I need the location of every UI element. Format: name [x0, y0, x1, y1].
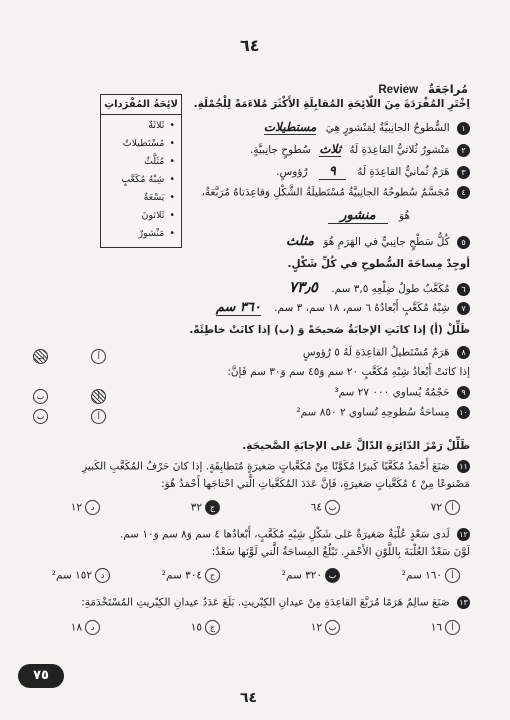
section-true-false	[30, 324, 470, 434]
option-a-shaded[interactable]: أ	[91, 389, 106, 404]
option-a[interactable]	[431, 620, 460, 635]
question-text: هَرَمٌ مُسْتَطيلُ القاعِدَةِ لَهُ ٥ رُؤوسٍ	[302, 346, 450, 359]
question-text: كُلُّ سَطْحٍ جانِبيٍّ في الهَرَمِ هُوَ	[323, 236, 450, 248]
question-text: السُّطوحُ الجانِبيَّةُ لِمَنْشورٍ هِيَ	[325, 122, 450, 134]
option-a[interactable]: أ	[91, 409, 106, 424]
vocab-item: • مُثَلَّثٌ	[105, 153, 175, 171]
option-value: ٧٢	[430, 501, 442, 514]
option-letter: ب	[325, 568, 340, 583]
review-heading	[378, 82, 468, 96]
option-d[interactable]	[52, 568, 110, 583]
option-value: ١٢	[70, 501, 82, 514]
question-text: لَوَّنَ سَعْدٌ العُلْبَةَ بِاللَّوْنِ الأَحْمَرِ. تَبْلُغُ المِساحَةُ الَّتي لَوَّنَها سَعْدٌ:	[211, 546, 470, 558]
question-text: مِساحَةُ سُطوحِهِ تُساوي ٢ ٨٥٠ سم²	[296, 406, 450, 419]
handwritten-answer: ٧٣٫٥	[288, 278, 318, 296]
option-b[interactable]	[311, 620, 340, 635]
option-letter: د	[85, 620, 100, 635]
question-11	[20, 460, 470, 473]
handwritten-answer: ٩	[319, 164, 346, 180]
page-badge: ٧٥	[18, 664, 64, 688]
vocab-item: • يَسْعَةٌ	[105, 189, 175, 207]
option-value: ٣٢	[190, 501, 202, 514]
question-text: مُجَسَّمٌ سُطوحُهُ الجانِبيَّةُ مُسْتَطيلَةُ الشَّكْلِ وَقاعِدَتاهُ مُرَبَّعَةٌ،	[201, 186, 450, 199]
question-number: ٢	[457, 144, 470, 157]
vocab-list	[101, 115, 181, 243]
section-surface-area	[30, 258, 470, 318]
question-12	[20, 528, 470, 541]
question-13	[20, 596, 470, 609]
question-text: إذا كانَتْ أَبْعادُ شِبْهِ مُكَعَّبٍ ٢٠ سم وَ٤٥ سم وَ٣٠ سم فَإنَّ:	[227, 366, 470, 378]
option-letter: أ	[445, 500, 460, 515]
question-text: مَصْنوعًا مِنْ ٤ مُكَعَّباتٍ صَغيرَةٍ، فَإنَّ عَدَدَ المُكَعَّباتِ الَّتي احْتاجَها أَحْمَدُ هُوَ:	[161, 478, 470, 490]
option-value: ١٦	[430, 621, 442, 634]
question-11-line2	[20, 478, 470, 490]
vocab-item: • مُسْتَطيلاتٌ	[105, 135, 175, 153]
question-number: ١٢	[457, 528, 470, 541]
question-text: مَنْشورٌ ثُلاثيُّ القاعِدَةِ لَهُ	[349, 144, 450, 156]
question-3	[210, 164, 470, 179]
vocab-item: • ثَلاثونَ	[105, 207, 175, 225]
question-1	[210, 120, 470, 135]
question-text: هَرَمٌ ثُمانيُّ القاعِدَةِ لَهُ	[357, 166, 450, 178]
statement-context	[30, 366, 470, 378]
question-4-answer-line	[150, 208, 410, 223]
handwritten-answer: مستطيلات	[263, 120, 317, 134]
option-b-shaded[interactable]: ب	[33, 349, 48, 364]
handwritten-answer: منشور	[328, 208, 387, 224]
question-7	[30, 300, 470, 315]
option-b-selected[interactable]	[282, 568, 340, 583]
question-5	[210, 234, 470, 249]
option-value: ١٦٠ سم²	[401, 569, 442, 582]
question-number: ١١	[457, 460, 470, 473]
page-number-bottom: ٦٤	[240, 690, 258, 706]
question-tail: رُؤوسٍ.	[276, 166, 308, 178]
option-a[interactable]	[431, 500, 460, 515]
question-tail: سُطوحٍ جانِبيَّةٍ.	[250, 144, 311, 156]
option-b[interactable]: ب	[33, 409, 48, 424]
option-d[interactable]	[71, 500, 100, 515]
option-letter: ب	[325, 620, 340, 635]
option-letter: أ	[445, 568, 460, 583]
option-a[interactable]: أ	[91, 349, 106, 364]
answer-circles-9	[30, 386, 106, 405]
option-c[interactable]	[191, 620, 220, 635]
vocab-title: لائِحَةُ المُفْرَداتِ	[101, 95, 181, 115]
option-value: ٦٤	[310, 501, 322, 514]
question-4	[201, 186, 470, 199]
option-value: ١٥	[190, 621, 202, 634]
handwritten-answer: ٣٦٠ سم	[215, 300, 261, 315]
handwritten-answer: مثلث	[286, 234, 314, 249]
option-b[interactable]	[311, 500, 340, 515]
question-number: ٦	[457, 283, 470, 296]
option-letter: ج	[205, 620, 220, 635]
question-text: هُوَ	[399, 210, 410, 222]
question-number: ٩	[457, 386, 470, 399]
question-number: ٨	[457, 346, 470, 359]
question-number: ٤	[457, 186, 470, 199]
section4-instruction: ظَلِّلْ رَمْزَ الدّائِرَةِ الدّالَّ عَلى الإجابَةِ الصَّحيحَةِ.	[242, 440, 470, 452]
vocab-item: • ثَلاثَةٌ	[105, 117, 175, 135]
option-letter: د	[85, 500, 100, 515]
question-text: لَدى سَعْدٍ عُلْبَةٌ صَغيرَةٌ عَلى شَكْلِ شِبْهِ مُكَعَّبٍ، أَبْعادُها ٤ سم وَ٨ سم وَ١٠ سم.	[119, 528, 450, 541]
option-letter: ج	[205, 568, 220, 583]
question-number: ١٠	[457, 406, 470, 419]
question-number: ١٣	[457, 596, 470, 609]
answer-circles-10	[30, 406, 106, 425]
question-number: ٣	[457, 166, 470, 179]
question-12-line2	[20, 546, 470, 558]
section-vocab-fill	[193, 98, 470, 258]
question-text: صَنَعَ أَحْمَدُ مُكَعَّبًا كَبيرًا مُكَوَّنًا مِنْ مُكَعَّباتٍ صَغيرَةٍ مُتَطابِقَةٍ. إذا كانَ حَرْفُ المُكَعَّبِ الكَبيرِ	[82, 460, 450, 473]
question-number: ١	[457, 122, 470, 135]
option-letter: أ	[445, 620, 460, 635]
question-text: مُكَعَّبٌ طولُ ضِلْعِهِ ٣,٥ سم.	[331, 283, 450, 295]
option-value: ١٢	[310, 621, 322, 634]
vocab-item: • شِبْهُ مُكَعَّبٍ	[105, 171, 175, 189]
question-text: شِبْهُ مُكَعَّبٍ أَبْعادُهُ ٦ سم، ١٨ سم، ٣ سم.	[274, 302, 450, 314]
option-letter: ج	[205, 500, 220, 515]
option-c-selected[interactable]	[191, 500, 220, 515]
option-c[interactable]	[162, 568, 220, 583]
question-6	[30, 278, 470, 296]
section1-instruction: اِخْتَرِ المُفْرَدَةَ مِنَ اللّائِحَةِ المُقابِلَةِ الأَكْثَرَ مُلاءَمَةً لِلْجُمْلَةِ.	[193, 98, 470, 110]
question-2	[210, 142, 470, 157]
option-letter: د	[95, 568, 110, 583]
option-d[interactable]	[71, 620, 100, 635]
vocab-box	[100, 94, 182, 248]
section-multiple-choice	[20, 440, 470, 650]
option-b[interactable]: ب	[33, 389, 48, 404]
question-number: ٥	[457, 236, 470, 249]
section3-instruction: ظَلِّلْ (أ) إذا كانَتِ الإجابَةُ صَحيحَةً وَ (ب) إذا كانَتْ خاطِئَةً.	[189, 324, 470, 336]
option-value: ١٨	[70, 621, 82, 634]
option-letter: ب	[325, 500, 340, 515]
page-number-top: ٦٤	[240, 36, 260, 55]
answer-circles-8	[30, 346, 106, 365]
option-a[interactable]	[402, 568, 460, 583]
option-value: ٣٢٠ سم²	[281, 569, 322, 582]
review-english: Review	[378, 84, 418, 96]
question-number: ٧	[457, 302, 470, 315]
review-arabic: مُراجَعَةٌ	[428, 82, 468, 96]
vocab-item: • مَنْشورٌ	[105, 225, 175, 243]
option-value: ٣٠٤ سم²	[161, 569, 202, 582]
question-text: صَنَعَ سالِمٌ هَرَمًا مُرَبَّعَ القاعِدَةِ مِنْ عيدانِ الكِبْريتِ. بَلَغَ عَدَدُ عيدانِ الكِبْريتِ المُسْتَخْدَمَةِ:	[81, 596, 450, 609]
section2-instruction: أوجِدْ مِساحَةَ السُّطوحِ في كُلِّ شَكْلٍ.	[287, 258, 470, 270]
handwritten-answer: ثلاث	[319, 142, 342, 156]
question-text: حَجْمُهُ يُساوي ٠٠٠ ٢٧ سم³	[334, 386, 450, 399]
option-value: ١٥٢ سم²	[51, 569, 92, 582]
